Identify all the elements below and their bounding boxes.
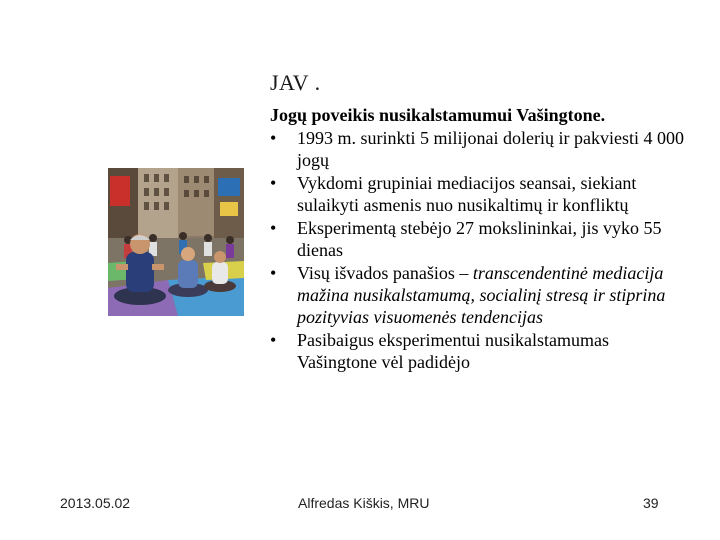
bullet-item	[270, 172, 690, 216]
bullet-text-prefix: Visų išvados panašios –	[297, 263, 473, 283]
bullet-icon: •	[270, 173, 277, 193]
bullet-text-italic: transcendentinė mediacija mažina nusikalstamumą, socialinį stresą ir stiprina pozityvias visuomenės tendencijas	[297, 263, 666, 327]
bullet-icon: •	[270, 218, 277, 238]
bullet-icon: •	[270, 128, 277, 148]
bullet-icon: •	[270, 263, 277, 283]
content-block	[270, 104, 690, 374]
footer-author: Alfredas Kiškis, MRU	[298, 495, 430, 511]
bullet-list	[270, 127, 690, 373]
bullet-icon: •	[270, 330, 277, 350]
content-heading: Jogų poveikis nusikalstamumui Vašingtone.	[270, 105, 606, 125]
bullet-item	[270, 127, 690, 171]
bullet-text: Pasibaigus eksperimentui nusikalstamumas Vašingtone vėl padidėjo	[297, 330, 609, 372]
bullet-item	[270, 329, 690, 373]
bullet-item	[270, 217, 690, 261]
bullet-text: 1993 m. surinkti 5 milijonai dolerių ir pakviesti 4 000 jogų	[297, 128, 684, 170]
footer-page-number: 39	[643, 495, 659, 511]
bullet-item	[270, 262, 690, 328]
bullet-text: Vykdomi grupiniai mediacijos seansai, siekiant sulaikyti asmenis nuo nusikaltimų ir konfliktų	[297, 173, 637, 215]
bullet-text: Eksperimentą stebėjo 27 mokslininkai, jis vyko 55 dienas	[297, 218, 662, 260]
yoga-photo	[108, 168, 244, 316]
footer-date: 2013.05.02	[60, 495, 131, 511]
slide-title: JAV .	[270, 70, 321, 95]
